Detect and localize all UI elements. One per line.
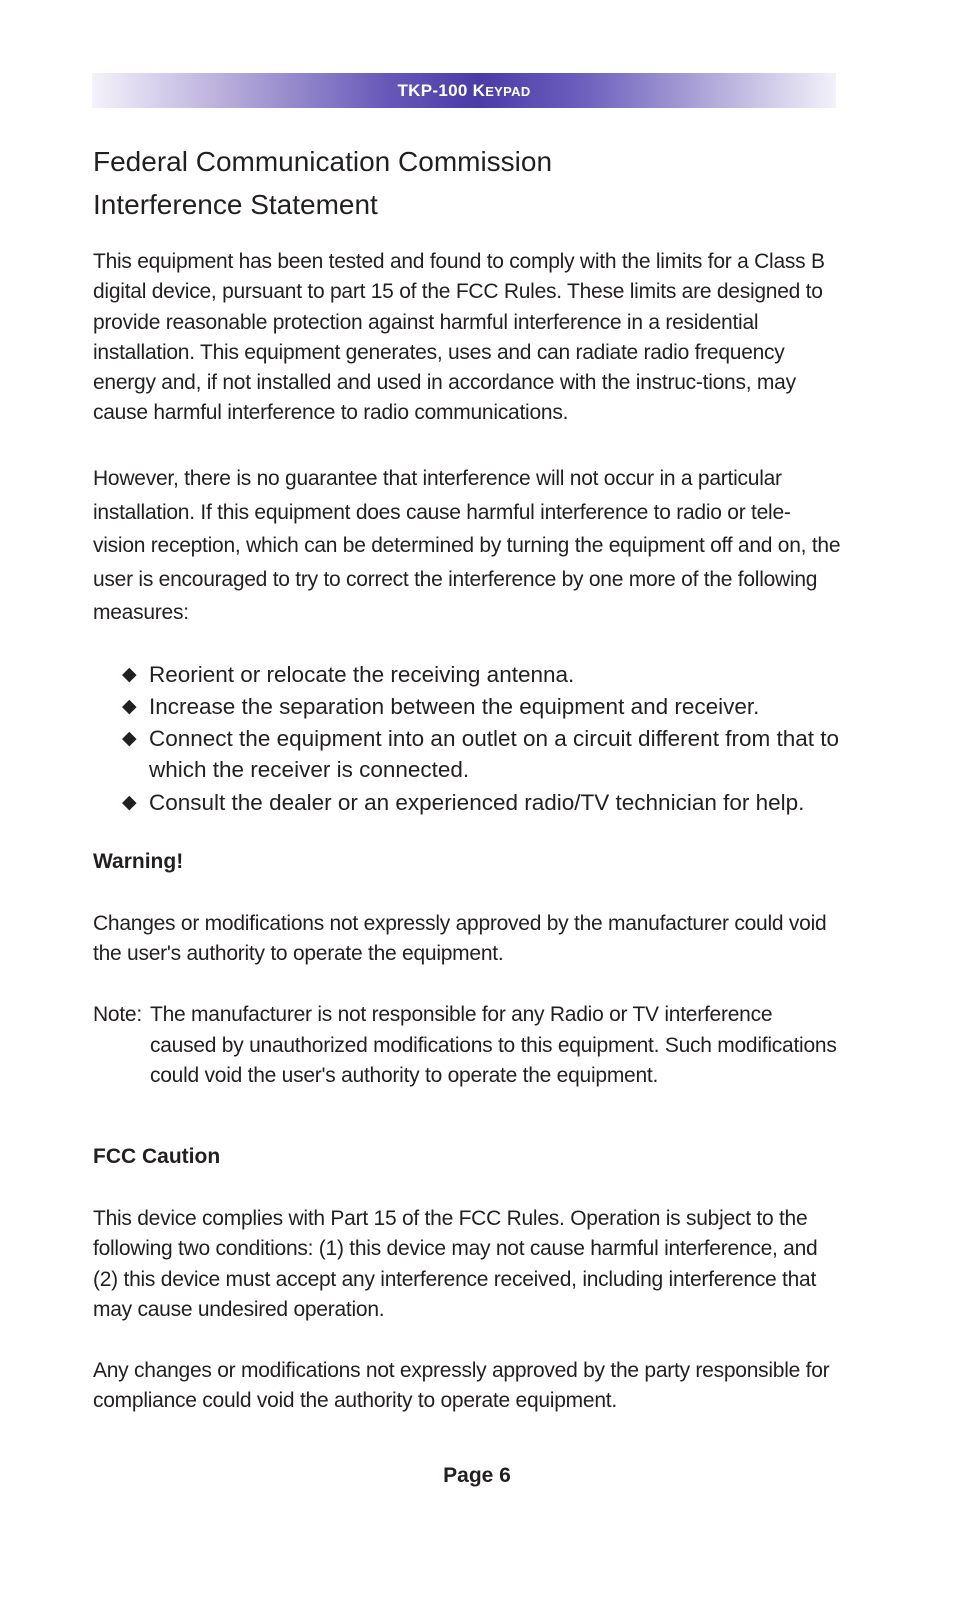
diamond-bullet-icon: ◆: [122, 664, 137, 685]
note-body: caused by unauthorized modifications to this equipment. Such modifications could void the user's authority to operate the equipment.: [150, 1033, 837, 1087]
list-item: [122, 659, 842, 690]
note-block: [93, 1000, 841, 1092]
fcc-caution-heading: FCC Caution: [93, 1145, 221, 1168]
header-title-main: TKP-100 K: [397, 81, 486, 100]
list-item: [122, 787, 842, 818]
list-item: [122, 691, 842, 722]
header-title: [92, 81, 836, 101]
page-title-line-1: Federal Communication Commission: [93, 146, 553, 177]
page-number: Page 6: [443, 1464, 511, 1487]
list-item-text: Increase the separation between the equipment and receiver.: [149, 694, 760, 719]
header-bar: [92, 73, 836, 108]
list-item-text: Reorient or relocate the receiving antenna.: [149, 662, 575, 687]
note-line-1: The manufacturer is not responsible for any Radio or TV interference: [150, 1003, 773, 1026]
paragraph-no-guarantee: However, there is no guarantee that interference will not occur in a particular installation. If this equipment does cause harmful interference to radio or tele-vision reception, which can be determined by turning the equipment off and on, the user is encouraged to try to correct the interference by one more of the following measures:: [93, 467, 841, 624]
warning-heading: Warning!: [93, 850, 184, 873]
list-item-text: Consult the dealer or an experienced radio/TV technician for help.: [149, 790, 805, 815]
diamond-bullet-icon: ◆: [122, 792, 137, 813]
measures-list: [122, 659, 842, 819]
header-title-smallcaps: EYPAD: [485, 84, 531, 99]
fcc-caution-paragraph-2: Any changes or modifications not expressly approved by the party responsible for compliance could void the authority to operate equipment.: [93, 1359, 830, 1413]
diamond-bullet-icon: ◆: [122, 728, 137, 749]
list-item: [122, 723, 842, 785]
note-label: Note:: [93, 1003, 142, 1026]
page-title-line-2: Interference Statement: [93, 189, 378, 220]
page-title: [93, 140, 833, 226]
fcc-caution-paragraph-1: This device complies with Part 15 of the FCC Rules. Operation is subject to the following two conditions: (1) this device may not cause harmful interference, and (2) this device must accept any interference received, including interference that may cause undesired operation.: [93, 1207, 818, 1321]
warning-text: Changes or modifications not expressly approved by the manufacturer could void the user's authority to operate the equipment.: [93, 912, 827, 966]
diamond-bullet-icon: ◆: [122, 696, 137, 717]
paragraph-compliance: This equipment has been tested and found to comply with the limits for a Class B digital device, pursuant to part 15 of the FCC Rules. These limits are designed to provide reasonable protection against harmful interference in a residential installation. This equipment generates, uses and can radiate radio frequency energy and, if not installed and used in accordance with the instruc-tions, may cause harmful interference to radio communications.: [93, 250, 825, 425]
list-item-text: Connect the equipment into an outlet on a circuit different from that to which the receiver is connected.: [149, 726, 839, 782]
